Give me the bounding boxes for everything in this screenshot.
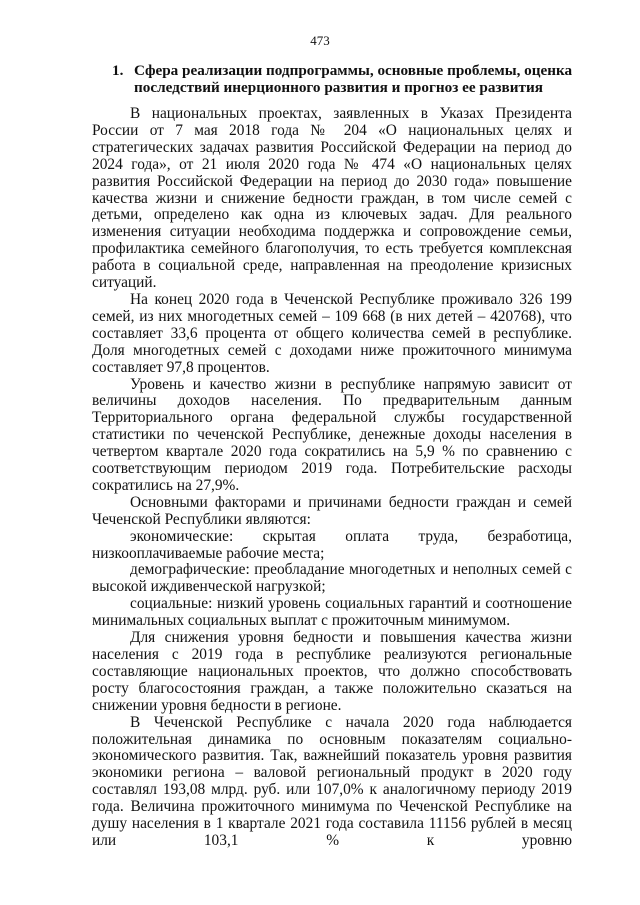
section-heading-line-1: Сфера реализации подпрограммы, основные проблемы, оценка xyxy=(134,62,573,79)
paragraph-demographic-factors: демографические: преобладание многодетных и неполных семей с высокой иждивенческой нагрузкой; xyxy=(92,561,572,596)
paragraph-national-projects: В национальных проектах, заявленных в Указах Президента России от 7 мая 2018 года № 204 «О национальных целях и стратегических задачах развития Российской Федерации на период до 2024 года», от 21 июля 2020 года № 474 «О национальных целях развития Российской Федерации на период до 2030 года» повышение качества жизни и снижение бедности граждан, в том числе семей с детьми, определено как одна из ключевых задач. Для реального изменения ситуации необходима поддержка и сопровождение семьи, профилактика семейного благополучия, то есть требуется комплексная работа в социальной среде, направленная на преодоление кризисных ситуаций. xyxy=(92,105,572,292)
section-heading xyxy=(112,63,582,96)
paragraph-poverty-reduction: Для снижения уровня бедности и повышения качества жизни населения с 2019 года в республике реализуются региональные составляющие национальных проектов, что должно способствовать росту благосостояния граждан, а также положительно сказаться на снижении уровня бедности в регионе. xyxy=(92,629,572,714)
paragraph-poverty-factors-intro: Основными факторами и причинами бедности граждан и семей Чеченской Республики являются: xyxy=(92,493,572,528)
paragraph-economic-dynamics: В Чеченской Республике с начала 2020 года наблюдается положительная динамика по основным показателям социально-экономического развития. Так, важнейший показатель уровня развития экономики региона – валовой региональный продукт в 2020 году составлял 193,08 млрд. руб. или 107,0% к аналогичному периоду 2019 года. Величина прожиточного минимума по Чеченской Республике на душу населения в 1 квартале 2021 года составила 11156 рублей в месяц или 103,1 % к уровню xyxy=(92,713,572,849)
paragraph-economic-factors: экономические: скрытая оплата труда, безработица, низкооплачиваемые рабочие места; xyxy=(92,527,572,562)
paragraph-families-statistics: На конец 2020 года в Чеченской Республике проживало 326 199 семей, из них многодетных семей – 109 668 (в них детей – 420768), что составляет 33,6 процента от общего количества семей в республике. Доля многодетных семей с доходами ниже прожиточного минимума составляет 97,8 процентов. xyxy=(92,290,572,376)
document-body xyxy=(92,106,572,850)
paragraph-income-level: Уровень и качество жизни в республике напрямую зависит от величины доходов населения. По предварительным данным Территориального органа федеральной службы государственной статистики по чеченской Республике, денежные доходы населения в четвертом квартале 2020 года сократились на 5,9 % по сравнению с соответствующим периодом 2019 года. Потребительские расходы сократились на 27,9%. xyxy=(92,375,572,494)
section-heading-line-2: последствий инерционного развития и прогноз ее развития xyxy=(134,78,543,96)
section-number: 1. xyxy=(112,62,124,79)
paragraph-social-factors: социальные: низкий уровень социальных гарантий и соотношение минимальных социальных выплат с прожиточным минимумом. xyxy=(92,595,572,630)
page-number: 473 xyxy=(310,33,330,48)
